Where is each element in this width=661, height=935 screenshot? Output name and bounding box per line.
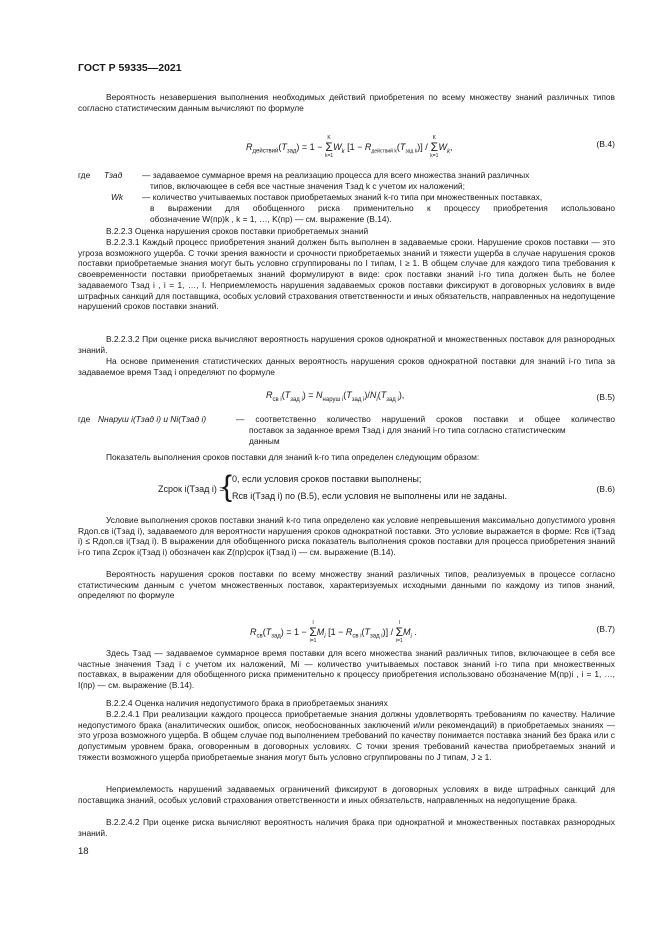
page-number: 18 [78,846,89,857]
paragraph-b2-2-4-1: B.2.2.4.1 При реализации каждого процесса приобретаемые знания должны удовлетворять требованиям по качеству. Наличие недопустимого брака (аналитических ошибок, описок, необоснованных заключений и/или рекомендаций) в приобретаемых знаниях — это угроза возможного ущерба. В общем случае под выполнением требований по качеству понимается поставка знаний без брака или с допустимым уровнем брака, оговоренным в договорных условиях. С точки зрения требований качества приобретаемых знаний и тяжести возможного ущерба приобретаемые знания могут быть условно сгруппированы по J типам, J ≥ 1. [78,709,615,762]
def-nnarush-line2: поставок за заданное время Tзад i для знаний i-го типа согласно статистическим [249,425,566,435]
def-tzad-symbol: Tзад [104,170,123,180]
formula-b6-case2: Rсв i(Tзад i) по (B.5), если условия не выполнены или не заданы. [232,491,507,501]
def-wk-symbol: Wk [111,192,124,202]
def-tzad-line2: типов, включающее в себя все частные значения Tзад k с учетом их наложений; [150,181,465,191]
paragraph-unacceptability: Неприемлемость нарушений задаваемых ограничений фиксируют в договорных условиях в виде штрафных санкций для поставщика знаний, особых условий страхования ответственности и иных обязательств, направленных на недопущение брака. [78,784,615,805]
section-b2-2-4-title: B.2.2.4 Оценка наличия недопустимого брака в приобретаемых знаниях [106,698,388,708]
def-nnarush-line3: данным [249,436,280,446]
def-wk-line2: в выражении для обобщенного риска применительно к процессу приобретения использовано [150,203,615,213]
formula-b4: $R_{действий}(T_{зад}) = 1$ − K Σ k=1 $W_k$ $[1 - R_{действий k}(T_{зад k})]$ / K Σ k=1 $W_k$, [246,135,453,159]
paragraph-condition: Условие выполнения сроков поставки знаний k-го типа определено как условие непревышения максимально допустимого уровня Rдоп.св i(Tзад i), задаваемого для вероятности нарушения сроков однократной поставки. Это условие выражается в форме: Rсв i(Tзад i) ≤ Rдоп.св i(Tзад i). В выражении для обобщенного риска показатель выполнения сроков поставки для процесса приобретения знаний i-го типа Zсрок i(Tзад i) обозначен как Z(пр)срок i(Tзад i) — см. выражение (B.14). [78,515,615,558]
def-tzad-line1: — задаваемое суммарное время на реализацию процесса для всего множества знаний различных [142,170,530,180]
formula-b7-number: (B.7) [596,624,615,634]
formula-b4-number: (B.4) [596,139,615,149]
where-label-2: где [78,414,91,424]
formula-b5-number: (B.5) [596,392,615,402]
paragraph-violation-probability: Вероятность нарушения сроков поставки по всему множеству знаний различных типов, реализуемых в процессе согласно статистическим данным с учетом множественных поставок, характеризуемых исходными данными по каждому из типов знаний, определяют по формуле [78,569,615,601]
def-wk-line1: — количество учитываемых поставок приобретаемых знаний k-го типа при множественных поставках, [142,192,543,202]
def-wk-line3: обозначение W(пр)k , k = 1, …, K(пр) — см. выражение (B.14). [150,214,392,224]
formula-b6-case1: 0, если условия сроков поставки выполнены; [232,474,422,484]
paragraph-b2-2-4-2: B.2.2.4.2 При оценке риска вычисляют вероятность наличия брака при однократной и множественных поставках разнородных знаний. [78,817,615,838]
def-nnarush-symbol: Nнаруш i(Tзад i) и Ni(Tзад i) [98,414,207,424]
where-label-1: где [78,170,91,180]
formula-b6-lhs: Zсрок i(Tзад i) = [158,484,225,494]
formula-b5: $R_{св i}(T_{зад i}) = N_{наруш i}(T_{зад i})/N_i(T_{зад i})$, [266,390,405,403]
formula-b7: $R_{св}(T_{зад}) = 1$ − I Σ i=1 $M_i$ $[1 - R_{св i}(T_{зад i})]$ / I Σ i=1 $M_i$ . [250,620,417,644]
paragraph-b2-2-3-2: B.2.2.3.2 При оценке риска вычисляют вероятность нарушения сроков однократной и множественных поставок для разнородных знаний. [78,334,615,355]
standard-header: ГОСТ Р 59335—2021 [78,62,182,74]
paragraph-indicator: Показатель выполнения сроков поставки для знаний k-го типа определен следующим образом: [106,452,480,462]
def-nnarush-line1: — соответственно количество нарушений сроков поставки и общее количество [236,414,615,424]
paragraph-here: Здесь Tзад — задаваемое суммарное время поставки для всего множества знаний различных типов, включающее в себя все частные значения Tзад i с учетом их наложений, Mi — количество учитываемых поставок знаний i-го типа при множественных поставках, в выражении для обобщенного риска применительно к процессу приобретения использовано обозначение M(пр)i , i = 1, …, I(пр) — см. выражение (B.14). [78,648,615,691]
formula-b6-number: (B.6) [596,484,615,494]
section-b2-2-3-title: B.2.2.3 Оценка нарушения сроков поставки приобретаемых знаний [106,226,369,236]
paragraph-statistics: На основе применения статистических данных вероятность нарушения сроков однократной поставки для знаний i-го типа за задаваемое время Tзад i определяют по формуле [78,356,615,377]
intro-paragraph: Вероятность незавершения выполнения необходимых действий приобретения по всему множеству знаний различных типов согласно статистическим данным вычисляют по формуле [78,92,615,113]
paragraph-b2-2-3-1: B.2.2.3.1 Каждый процесс приобретения знаний должен быть выполнен в задаваемые сроки. Нарушение сроков поставки — это угроза возможного ущерба. С точки зрения важности и срочности приобретаемых знаний и тяжести ущерба в случае нарушения сроков поставки приобретаемые знания могут быть условно сгруппированы по I типам, I ≥ 1. В общем случае для каждого типа требования к своевременности поставки приобретаемых знаний формулируют в виде: срок поставки знаний i-го типа должен быть не более задаваемого Tзад i , i = 1, …, I. Неприемлемость нарушения задаваемых сроков поставки фиксируют в договорных условиях в виде штрафных санкций для поставщика, особых условий страхования ответственности и иных обязательств, направленных на недопущение нарушений сроков поставки знаний. [78,237,615,312]
formula-b6-brace: { [222,470,233,503]
